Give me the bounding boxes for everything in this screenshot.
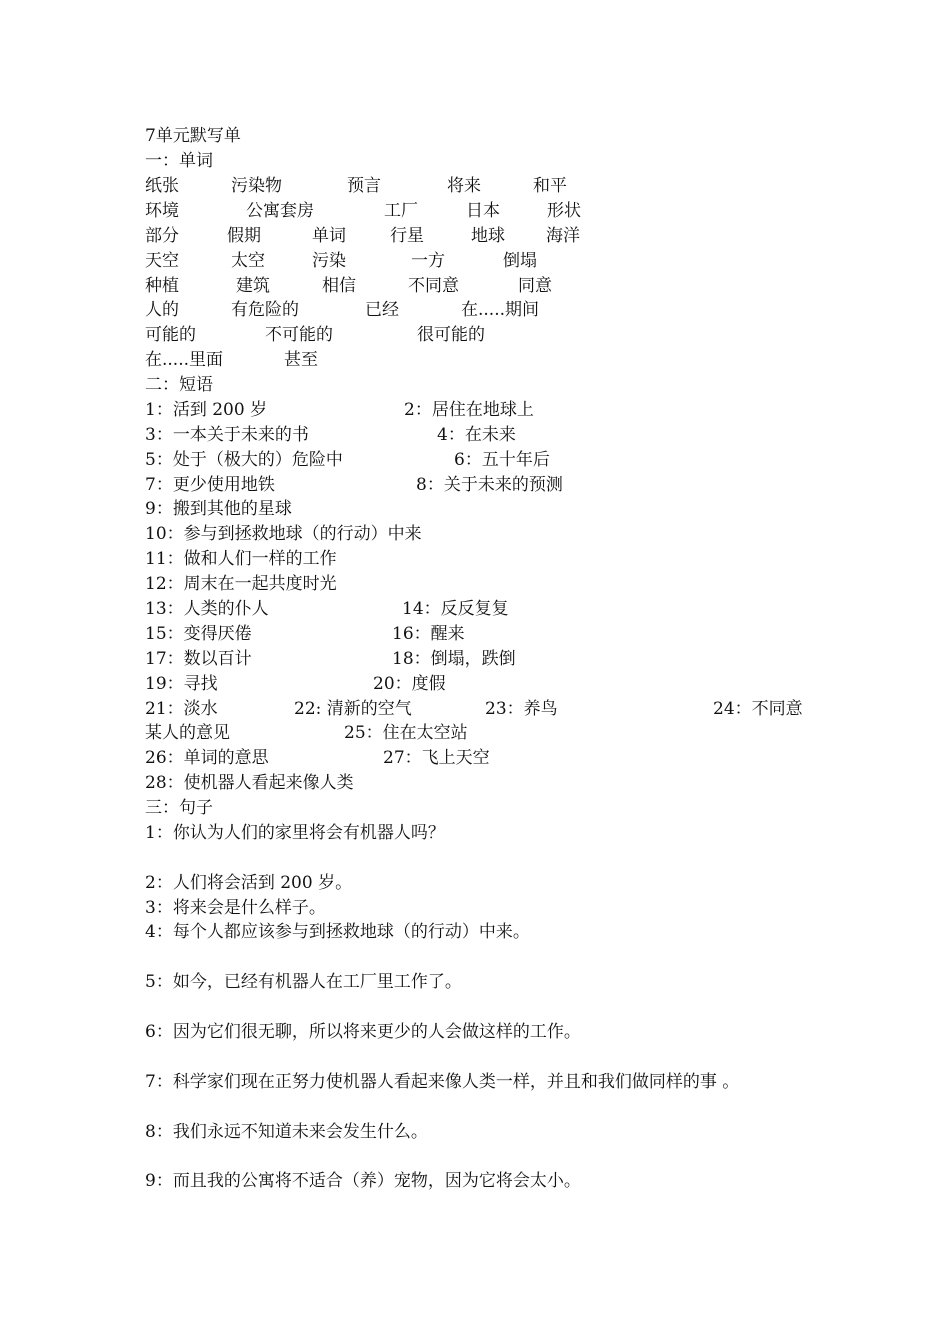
word-item: 环境 <box>145 201 179 221</box>
phrase-item: 19：寻找 <box>145 674 218 694</box>
word-item: 建筑 <box>236 276 270 296</box>
word-item: 已经 <box>365 300 399 320</box>
word-item: 公寓套房 <box>246 201 314 221</box>
word-item: 地球 <box>471 226 505 246</box>
word-item: 相信 <box>322 276 356 296</box>
phrase-item: 21：淡水 <box>145 699 218 719</box>
phrase-item: 15：变得厌倦 <box>145 624 252 644</box>
word-item: 种植 <box>145 276 179 296</box>
word-item: 很可能的 <box>417 325 485 345</box>
phrase-item: 3：一本关于未来的书 <box>145 425 309 445</box>
word-item: 假期 <box>227 226 261 246</box>
phrase-item: 9：搬到其他的星球 <box>145 499 292 519</box>
phrase-item: 20：度假 <box>373 674 446 694</box>
word-item: 污染 <box>312 251 346 271</box>
phrase-item: 11：做和人们一样的工作 <box>145 549 337 569</box>
phrase-item: 18：倒塌，跌倒 <box>392 649 516 669</box>
phrase-item: 27：飞上天空 <box>383 748 490 768</box>
word-item: 污染物 <box>231 176 282 196</box>
phrase-item: 2：居住在地球上 <box>404 400 534 420</box>
phrase-item: 8：关于未来的预测 <box>416 475 563 495</box>
word-item: 纸张 <box>145 176 179 196</box>
phrase-item: 13：人类的仆人 <box>145 599 269 619</box>
word-item: 不可能的 <box>265 325 333 345</box>
word-item: 形状 <box>547 201 581 221</box>
word-item: 太空 <box>231 251 265 271</box>
phrase-item: 26：单词的意思 <box>145 748 269 768</box>
phrase-item: 6：五十年后 <box>454 450 550 470</box>
phrase-item: 14：反反复复 <box>402 599 509 619</box>
phrase-item: 23：养鸟 <box>485 699 558 719</box>
document-page: 7单元默写单 一：单词 纸张 污染物 预言 将来 和平 环境 公寓套房 工厂 日本 形状 部分 假期 单词 行星 地球 海洋 天空 太空 污染 一方 倒塌 种植 建筑 相信 不同意 同意 人的 有危险的 已经 在.....期间 可能的 不可能的 很可能的 在.....里面 甚至 二：短语 1：活到 200 岁 2：居住在地球上 3：一本关于未来的书 4：在未来 5：处于（极大的）危险中 6：五十年后 7：更少使用地铁 8：关于未来的预测 9：搬到其他的星球 10：参与到拯救地球（的行动）中来 11：做和人们一样的工作 12：周末在一起共度时光 13：人类的仆人 14：反反复复 15：变得厌倦 16：醒来 17：数以百计 18：倒塌，跌倒 19：寻找 20：度假 21：淡水 22: 清新的空气 23：养鸟 24：不同意 某人的意见 25：住在太空站 26：单词的意思 27：飞上天空 28：使机器人看起来像人类 三：句子 1：你认为人们的家里将会有机器人吗？ 2：人们将会活到 200 岁。 3：将来会是什么样子。 4：每个人都应该参与到拯救地球（的行动）中来。 5：如今，已经有机器人在工厂里工作了。 6：因为它们很无聊，所以将来更少的人会做这样的工作。 7：科学家们现在正努力使机器人看起来像人类一样，并且和我们做同样的事 。 8：我们永远不知道未来会发生什么。 9：而且我的公寓将不适合（养）宠物，因为它将会太小。 <box>145 126 803 1191</box>
word-item: 倒塌 <box>503 251 537 271</box>
phrase-item: 7：更少使用地铁 <box>145 475 275 495</box>
phrase-item: 25：住在太空站 <box>344 723 468 743</box>
word-item: 人的 <box>145 300 179 320</box>
word-item: 一方 <box>411 251 445 271</box>
word-item: 不同意 <box>408 276 459 296</box>
phrase-item: 1：活到 200 岁 <box>145 400 268 420</box>
word-item: 和平 <box>533 176 567 196</box>
word-item: 同意 <box>518 276 552 296</box>
phrase-item: 某人的意见 <box>145 723 230 743</box>
word-item: 有危险的 <box>231 300 299 320</box>
phrase-item: 10：参与到拯救地球（的行动）中来 <box>145 524 422 544</box>
word-item: 可能的 <box>145 325 196 345</box>
word-item: 天空 <box>145 251 179 271</box>
word-item: 工厂 <box>384 201 418 221</box>
word-item: 将来 <box>447 176 481 196</box>
phrase-item: 4：在未来 <box>437 425 516 445</box>
phrase-item: 24：不同意 <box>713 699 803 719</box>
word-item: 在.....期间 <box>461 300 540 320</box>
phrase-item: 12：周末在一起共度时光 <box>145 574 337 594</box>
phrase-item: 16：醒来 <box>392 624 465 644</box>
word-item: 预言 <box>347 176 381 196</box>
word-item: 海洋 <box>546 226 580 246</box>
word-item: 在.....里面 <box>145 350 224 370</box>
word-item: 日本 <box>466 201 500 221</box>
word-item: 甚至 <box>284 350 318 370</box>
phrase-item: 17：数以百计 <box>145 649 252 669</box>
word-item: 单词 <box>312 226 346 246</box>
word-item: 部分 <box>145 226 179 246</box>
phrase-item: 28：使机器人看起来像人类 <box>145 773 354 793</box>
word-item: 行星 <box>390 226 424 246</box>
phrase-item: 5：处于（极大的）危险中 <box>145 450 343 470</box>
phrase-item: 22: 清新的空气 <box>294 699 412 719</box>
